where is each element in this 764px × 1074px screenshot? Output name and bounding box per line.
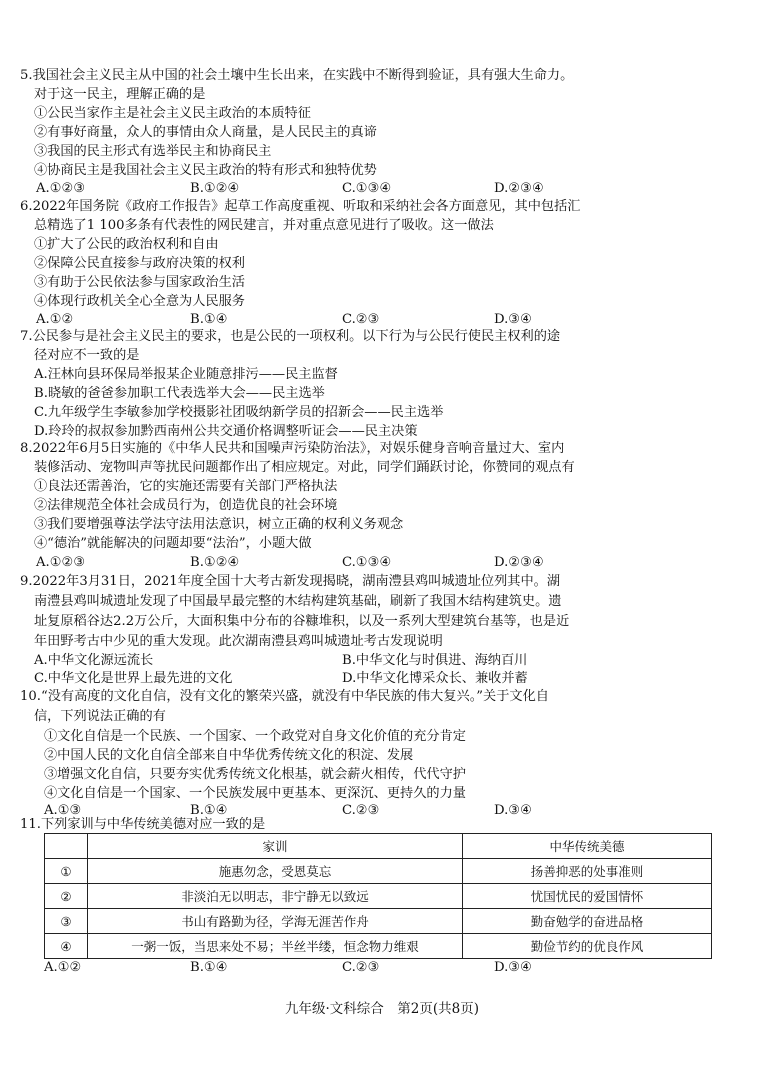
q10-item-2: ②中国人民的文化自信全部来自中华优秀传统文化的积淀、发展 — [44, 748, 414, 763]
q8-item-3: ③我们要增强尊法学法守法用法意识，树立正确的权利义务观念 — [34, 517, 404, 532]
q8-stem-2: 装修活动、宠物叫声等扰民问题都作出了相应规定。对此，同学们踊跃讨论，你赞同的观点有 — [34, 460, 575, 475]
q9-stem-2: 南澧县鸡叫城遗址发现了中国最早最完整的木结构建筑基础，刷新了我国木结构建筑史。遗 — [34, 594, 562, 609]
table-row — [45, 934, 712, 959]
table-cell: 一粥一饭，当思来处不易；半丝半缕，恒念物力维艰 — [88, 934, 463, 959]
table-cell: ④ — [45, 934, 88, 959]
q10-item-3: ③增强文化自信，只要夯实优秀传统文化根基，就会薪火相传，代代守护 — [44, 767, 466, 782]
table-cell: 施惠勿念，受恩莫忘 — [88, 859, 463, 884]
q5-option-c: C.①③④ — [342, 181, 392, 196]
q9-option-d: D.中华文化博采众长、兼收并蓄 — [342, 671, 528, 686]
q7-option-c: C.九年级学生李敏参加学校摄影社团吸纳新学员的招新会——民主选举 — [34, 405, 444, 420]
q9-stem-1: 9.2022年3月31日，2021年度全国十大考古新发现揭晓，湖南澧县鸡叫城遗址位列其中。湖 — [20, 574, 561, 589]
q9-stem-4: 年田野考古中少见的重大发现。此次湖南澧县鸡叫城遗址考古发现说明 — [34, 634, 443, 649]
q8-item-4: ④“德治”就能解决的问题却要“法治”，小题大做 — [34, 536, 312, 551]
q7-option-b: B.晓敏的爸爸参加职工代表选举大会——民主选举 — [34, 386, 325, 401]
q6-stem-1: 6.2022年国务院《政府工作报告》起草工作高度重视、听取和采纳社会各方面意见，其中包括汇 — [20, 199, 581, 214]
q11-option-c: C.②③ — [342, 960, 380, 975]
table-cell: ③ — [45, 909, 88, 934]
q7-stem-1: 7.公民参与是社会主义民主的要求，也是公民的一项权利。以下行为与公民行使民主权利的途 — [20, 329, 561, 344]
q8-stem-1: 8.2022年6月5日实施的《中华人民共和国噪声污染防治法》，对娱乐健身音响音量过大、室内 — [20, 441, 565, 456]
table-cell: ① — [45, 859, 88, 884]
q8-option-d: D.②③④ — [494, 555, 544, 570]
q5-item-2: ②有事好商量，众人的事情由众人商量，是人民民主的真谛 — [34, 125, 377, 140]
q10-option-a: A.①③ — [44, 803, 82, 818]
q9-stem-3: 址复原稻谷达2.2万公斤，大面积集中分布的谷糠堆积，以及一系列大型建筑台基等，也是近 — [34, 614, 570, 629]
q9-option-a: A.中华文化源远流长 — [34, 653, 154, 668]
table-row — [45, 859, 712, 884]
table-header-cell: 中华传统美德 — [463, 834, 712, 859]
q9-option-c: C.中华文化是世界上最先进的文化 — [34, 671, 233, 686]
q9-option-b: B.中华文化与时俱进、海纳百川 — [342, 653, 528, 668]
q11-option-d: D.③④ — [494, 960, 532, 975]
q5-stem-2: 对于这一民主，理解正确的是 — [34, 87, 206, 102]
q8-option-c: C.①③④ — [342, 555, 392, 570]
q6-item-2: ②保障公民直接参与政府决策的权利 — [34, 256, 245, 271]
q10-item-1: ①文化自信是一个民族、一个国家、一个政党对自身文化价值的充分肯定 — [44, 729, 466, 744]
q5-item-3: ③我国的民主形式有选举民主和协商民主 — [34, 144, 272, 159]
table-row — [45, 884, 712, 909]
q11-option-b: B.①④ — [190, 960, 228, 975]
page-footer: 九年级·文科综合 第2页(共8页) — [284, 1001, 479, 1017]
q10-option-b: B.①④ — [190, 803, 228, 818]
q8-option-b: B.①②④ — [190, 555, 240, 570]
q10-option-d: D.③④ — [494, 803, 532, 818]
table-row — [45, 909, 712, 934]
q6-item-3: ③有助于公民依法参与国家政治生活 — [34, 275, 245, 290]
q7-option-d: D.玲玲的叔叔参加黔西南州公共交通价格调整听证会——民主决策 — [34, 424, 418, 439]
q6-option-d: D.③④ — [494, 312, 532, 327]
table-header-row — [45, 834, 712, 859]
q8-item-2: ②法律规范全体社会成员行为，创造优良的社会环境 — [34, 498, 338, 513]
q5-option-b: B.①②④ — [190, 181, 240, 196]
q10-stem-1: 10.“没有高度的文化自信，没有文化的繁荣兴盛，就没有中华民族的伟大复兴。”关于文化自 — [20, 689, 549, 704]
q6-option-b: B.①④ — [190, 312, 228, 327]
q8-item-1: ①良法还需善治，它的实施还需要有关部门严格执法 — [34, 479, 338, 494]
table-cell: 忧国忧民的爱国情怀 — [463, 884, 712, 909]
q11-option-a: A.①② — [44, 960, 82, 975]
table-cell: 勤俭节约的优良作风 — [463, 934, 712, 959]
q6-option-a: A.①② — [36, 312, 74, 327]
q10-stem-2: 信，下列说法正确的有 — [34, 709, 166, 724]
q5-item-4: ④协商民主是我国社会主义民主政治的特有形式和独特优势 — [34, 163, 377, 178]
table-cell: ② — [45, 884, 88, 909]
q5-option-a: A.①②③ — [36, 181, 86, 196]
table-cell: 勤奋勉学的奋进品格 — [463, 909, 712, 934]
table-cell: 书山有路勤为径，学海无涯苦作舟 — [88, 909, 463, 934]
q11-stem: 11.下列家训与中华传统美德对应一致的是 — [20, 817, 266, 832]
q5-stem-1: 5.我国社会主义民主从中国的社会土壤中生长出来，在实践中不断得到验证，具有强大生命力。 — [20, 68, 574, 83]
q6-stem-2: 总精选了1 100多条有代表性的网民建言，并对重点意见进行了吸收。这一做法 — [34, 218, 494, 233]
q10-item-4: ④文化自信是一个国家、一个民族发展中更基本、更深沉、更持久的力量 — [44, 786, 466, 801]
table-header-cell: 家训 — [88, 834, 463, 859]
table-cell: 扬善抑恶的处事准则 — [463, 859, 712, 884]
q10-option-c: C.②③ — [342, 803, 380, 818]
q6-item-1: ①扩大了公民的政治权利和自由 — [34, 237, 219, 252]
q6-item-4: ④体现行政机关全心全意为人民服务 — [34, 294, 245, 309]
q5-item-1: ①公民当家作主是社会主义民主政治的本质特征 — [34, 106, 311, 121]
q6-option-c: C.②③ — [342, 312, 380, 327]
q7-stem-2: 径对应不一致的是 — [34, 348, 140, 363]
table-cell: 非淡泊无以明志，非宁静无以致远 — [88, 884, 463, 909]
q8-option-a: A.①②③ — [36, 555, 86, 570]
q7-option-a: A.汪林向县环保局举报某企业随意排污——民主监督 — [34, 367, 338, 382]
q5-option-d: D.②③④ — [494, 181, 544, 196]
q11-table — [44, 833, 712, 959]
table-header-cell — [45, 834, 88, 859]
